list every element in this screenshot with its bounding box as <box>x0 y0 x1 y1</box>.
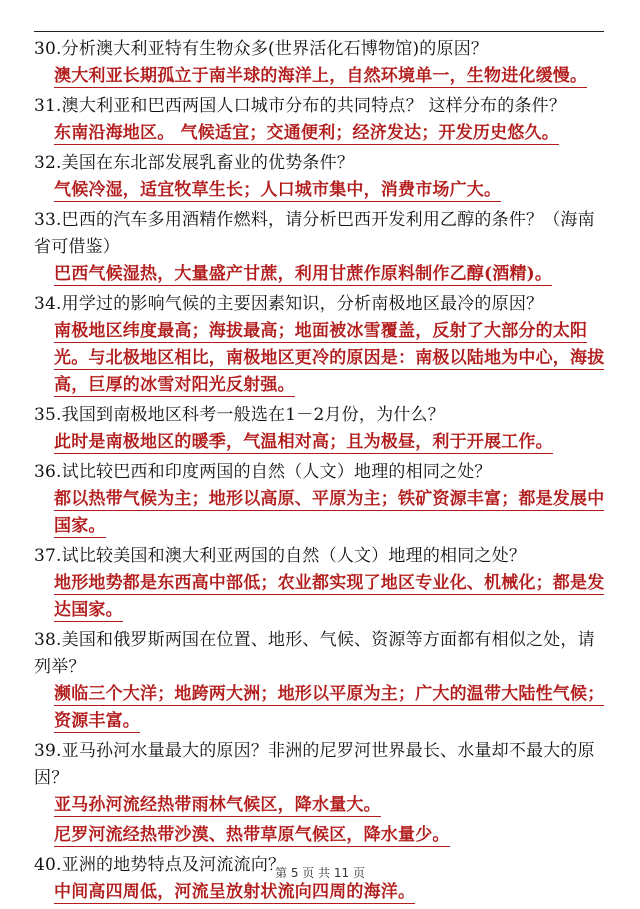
question-text: 37.试比较美国和澳大利亚两国的自然（人文）地理的相同之处？ <box>34 546 527 566</box>
answer-underlined-text: 濒临三个大洋；地跨两大洲；地形以平原为主；广大的温带大陆性气候；资源丰富。 <box>54 684 605 731</box>
question-block <box>34 150 609 204</box>
answer-underlined-text: 尼罗河流经热带沙漠、热带草原气候区，降水量少。 <box>54 825 450 845</box>
question-block <box>34 543 609 624</box>
answer-underlined-text: 中间高四周低，河流呈放射状流向四周的海洋。 <box>54 882 416 902</box>
answer-text <box>34 486 609 540</box>
question-text: 35.我国到南极地区科考一般选在1－2月份，为什么？ <box>34 405 445 425</box>
answer-text <box>34 63 609 90</box>
question-text: 39.亚马孙河水量最大的原因？非洲的尼罗河世界最长、水量却不最大的原因？ <box>34 741 595 788</box>
top-rule <box>34 31 604 32</box>
answer-text <box>34 318 609 399</box>
answer-text <box>34 879 609 906</box>
question-block <box>34 402 609 456</box>
answer-underlined-text: 地形地势都是东西高中部低；农业都实现了地区专业化、机械化；都是发达国家。 <box>54 573 605 620</box>
answer-underlined-text: 此时是南极地区的暖季，气温相对高；且为极昼，利于开展工作。 <box>54 432 553 452</box>
answer-text <box>34 822 609 849</box>
answer-text <box>34 261 609 288</box>
answer-underlined-text: 气候冷湿，适宜牧草生长；人口城市集中，消费市场广大。 <box>54 180 502 200</box>
answer-underlined-text: 都以热带气候为主；地形以高原、平原为主；铁矿资源丰富；都是发展中国家。 <box>54 489 605 536</box>
question-block <box>34 291 609 399</box>
question-text: 33.巴西的汽车多用酒精作燃料，请分析巴西开发利用乙醇的条件？（海南省可借鉴） <box>34 210 595 257</box>
question-block <box>34 738 609 849</box>
page-footer: 第 5 页 共 11 页 <box>275 866 365 880</box>
answer-text <box>34 792 609 819</box>
question-text: 32.美国在东北部发展乳畜业的优势条件？ <box>34 153 355 173</box>
answer-text <box>34 177 609 204</box>
answer-underlined-text: 东南沿海地区。 气候适宜；交通便利；经济发达；开发历史悠久。 <box>54 123 559 143</box>
answer-underlined-text: 亚马孙河流经热带雨林气候区，降水量大。 <box>54 795 381 815</box>
answer-text <box>34 681 609 735</box>
question-list <box>34 36 609 909</box>
answer-underlined-text: 巴西气候湿热，大量盛产甘蔗，利用甘蔗作原料制作乙醇(酒精)。 <box>54 264 553 284</box>
question-text: 36.试比较巴西和印度两国的自然（人文）地理的相同之处？ <box>34 462 492 482</box>
answer-text <box>34 429 609 456</box>
answer-text <box>34 120 609 147</box>
question-text: 38.美国和俄罗斯两国在位置、地形、气候、资源等方面都有相似之处，请列举？ <box>34 630 595 677</box>
answer-text <box>34 570 609 624</box>
question-text: 30.分析澳大利亚特有生物众多(世界活化石博物馆)的原因？ <box>34 39 489 59</box>
question-block <box>34 36 609 90</box>
question-block <box>34 207 609 288</box>
question-text: 40.亚洲的地势特点及河流流向？ <box>34 855 286 875</box>
answer-underlined-text: 南极地区纬度最高；海拔最高；地面被冰雪覆盖，反射了大部分的太阳光。与北极地区相比，南极地区更冷的原因是：南极以陆地为中心，海拔高，巨厚的冰雪对阳光反射强。 <box>54 321 605 395</box>
question-text: 34.用学过的影响气候的主要因素知识，分析南极地区最冷的原因？ <box>34 294 544 314</box>
question-block <box>34 627 609 735</box>
answer-underlined-text: 澳大利亚长期孤立于南半球的海洋上，自然环境单一，生物进化缓慢。 <box>54 66 588 86</box>
question-block <box>34 93 609 147</box>
question-block <box>34 459 609 540</box>
question-text: 31.澳大利亚和巴西两国人口城市分布的共同特点？ 这样分布的条件？ <box>34 96 567 116</box>
